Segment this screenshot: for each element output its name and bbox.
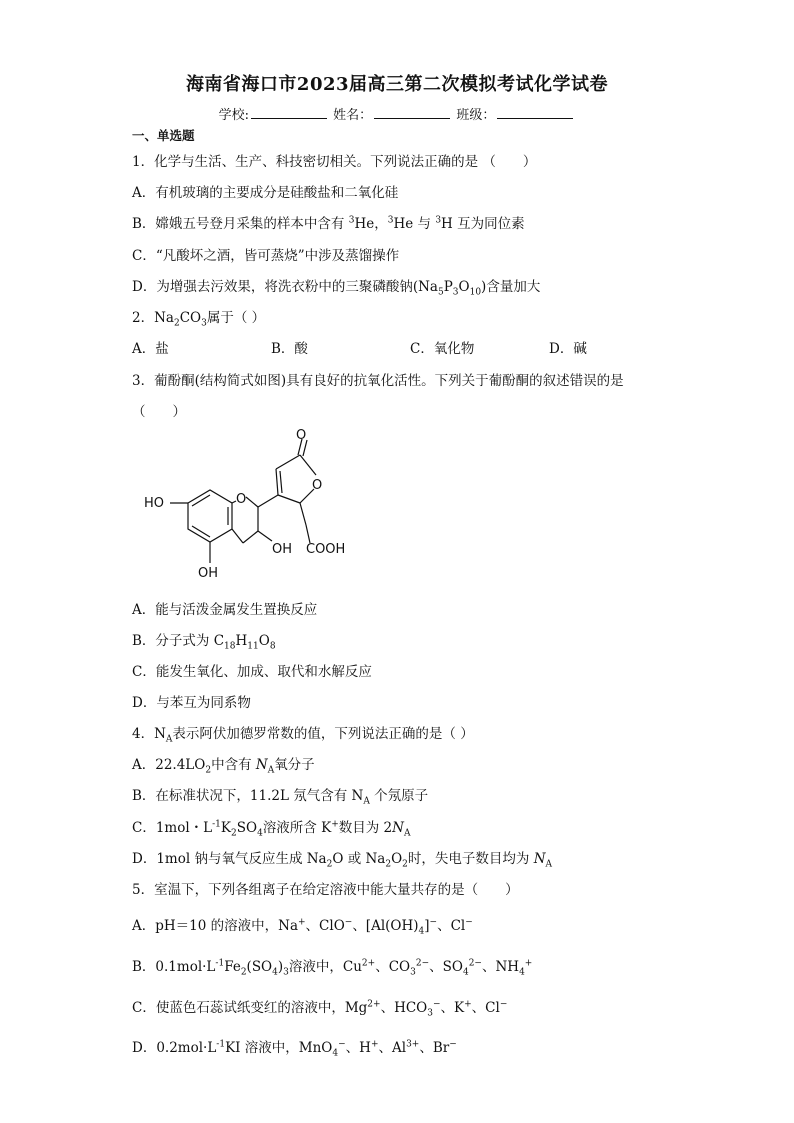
q3-answer-paren: （ ）	[132, 404, 186, 420]
q3-option-d: D．与苯互为同系物	[132, 695, 251, 711]
q1-option-b: B．嫦娥五号登月采集的样本中含有 $^3$He，$^3$He 与 $^3$H 互为同位素	[132, 215, 525, 232]
q2-option-c: C．氧化物	[410, 341, 475, 357]
struct-label-o-furanone: O	[312, 478, 323, 493]
q2-stem: 2．$Na_2CO_3$属于（ ）	[132, 310, 266, 329]
q3-option-b: B．分子式为 $C_{18}H_{11}O_8$	[132, 633, 276, 652]
q4-option-d: D．1mol 钠与氧气反应生成 $Na_2O$ 或 $Na_2O_2$时，失电子数目均为 $N_A$	[132, 851, 553, 870]
struct-label-o-top: O	[296, 428, 307, 443]
struct-label-o-pyran: O	[236, 492, 247, 507]
q2-option-d: D．碱	[549, 341, 587, 357]
q5-option-b: B．$0.1mol\cdot L^{-1}Fe_2(SO_4)_3$溶液中，$Cu^{2+}$、$CO_3^{2-}$、$SO_4^{2-}$、$NH_4^+$	[132, 958, 533, 978]
school-label: 学校:	[218, 108, 250, 123]
q2-option-a: A．盐	[132, 341, 169, 357]
q4-option-c: C．1mol・$L^{-1}K_2SO_4$溶液所含 K+数目为 $2N_A$	[132, 819, 411, 839]
q5-option-c: C．使蓝色石蕊试纸变红的溶液中，$Mg^{2+}$、$HCO_3^-$、K+、Cl−	[132, 999, 508, 1019]
struct-label-oh-bottom: OH	[198, 566, 219, 581]
struct-label-cooh: COOH	[306, 542, 346, 557]
student-info-line	[0, 104, 794, 123]
q1-option-d: D．为增强去污效果，将洗衣粉中的三聚磷酸钠$(Na_5P_3O_{10})$含量加大	[132, 279, 541, 298]
class-blank[interactable]	[497, 106, 573, 119]
q5-option-d: D．$0.2mol\cdot L^{-1}KI$ 溶液中，MnO$_4$−、H+、$Al^{3+}$、Br−	[132, 1039, 457, 1059]
grape-phenol-ketone-structure	[128, 425, 368, 590]
exam-title: 海南省海口市2023届高三第二次模拟考试化学试卷	[185, 74, 609, 95]
name-label: 姓名：	[333, 108, 373, 123]
struct-label-ho-left: HO	[144, 496, 165, 511]
q5-stem: 5．室温下，下列各组离子在给定溶液中能大量共存的是（ ）	[132, 882, 519, 898]
q2-option-b: B．酸	[271, 341, 308, 357]
struct-label-oh-mid: OH	[272, 542, 293, 557]
name-blank[interactable]	[374, 106, 450, 119]
class-label: 班级：	[456, 108, 496, 123]
q3-stem: 3．葡酚酮(结构简式如图)具有良好的抗氧化活性。下列关于葡酚酮的叙述错误的是	[132, 373, 624, 389]
section-heading: 一、单选题	[132, 128, 195, 143]
q5-option-a: A．pH＝10 的溶液中，Na+、ClO−、$[Al(OH)_4]^-$、Cl−	[132, 917, 473, 937]
q4-option-b: B．在标准状况下，11.2L 氖气含有 $N_A$ 个氖原子	[132, 788, 429, 807]
q3-option-a: A．能与活泼金属发生置换反应	[132, 602, 318, 618]
q4-stem: 4．$N_A$表示阿伏加德罗常数的值，下列说法正确的是（ ）	[132, 726, 474, 745]
q1-option-c: C．“凡酸坏之酒，皆可蒸烧”中涉及蒸馏操作	[132, 248, 400, 264]
q1-option-a: A．有机玻璃的主要成分是硅酸盐和二氧化硅	[132, 185, 399, 201]
q4-option-a: A．$22.4LO_2$中含有 $N_A$氧分子	[132, 757, 315, 776]
benzene-ring	[188, 490, 232, 542]
q3-option-c: C．能发生氧化、加成、取代和水解反应	[132, 664, 372, 680]
q1-stem: 1．化学与生活、生产、科技密切相关。下列说法正确的是 （ ）	[132, 154, 537, 170]
school-blank[interactable]	[251, 106, 327, 119]
